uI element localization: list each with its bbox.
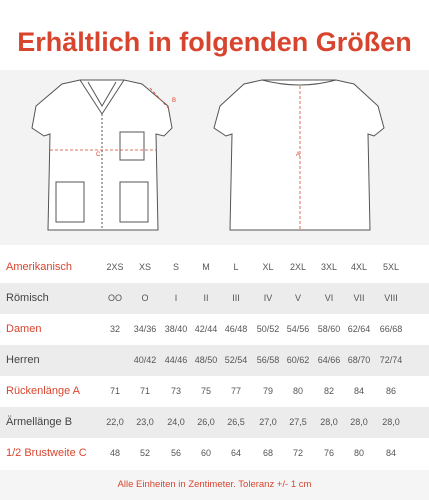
table-cell: 40/42 [133,355,157,365]
size-table [0,252,429,470]
label-c: C [96,152,101,158]
table-cell: 54/56 [286,324,310,334]
table-cell: 3XL [320,262,337,272]
table-cell: I [174,293,178,303]
table-cell: 58/60 [317,324,341,334]
table-row [0,407,429,438]
table-cell: 79 [262,386,273,396]
row-label: Römisch [6,292,49,304]
table-cell: 73 [170,386,181,396]
table-cell: 27,0 [259,417,277,427]
table-cell: 72 [292,448,303,458]
table-cell: 64/66 [317,355,341,365]
table-cell: 27,5 [289,417,307,427]
table-cell: 76 [323,448,334,458]
row-label: Rückenlänge A [6,385,80,397]
table-cell: L [233,262,239,272]
table-cell: 42/44 [194,324,218,334]
table-cell: 5XL [382,262,399,272]
table-cell: VII [353,293,365,303]
table-cell: M [202,262,210,272]
table-cell: 60 [200,448,211,458]
row-label: Damen [6,323,42,335]
table-row [0,376,429,407]
table-cell: 52/54 [224,355,248,365]
table-cell: 50/52 [256,324,280,334]
row-label: Herren [6,354,40,366]
table-row [0,252,429,283]
row-label: Ärmellänge B [6,416,73,428]
table-cell: 80 [353,448,364,458]
front-shirt [32,80,172,230]
table-cell: 26,0 [197,417,215,427]
table-cell: 2XS [106,262,124,272]
table-row [0,283,429,314]
table-cell: 28,0 [350,417,368,427]
table-cell: 75 [200,386,211,396]
scrub-illustration [0,70,429,245]
table-cell: 26,5 [227,417,245,427]
table-cell: 80 [292,386,303,396]
table-cell: 48 [109,448,120,458]
table-cell: 72/74 [379,355,403,365]
table-cell: 68/70 [347,355,371,365]
table-cell: V [294,293,301,303]
table-cell: 60/62 [286,355,310,365]
table-cell: 28,0 [382,417,400,427]
table-cell: 84 [385,448,396,458]
footer-note: Alle Einheiten in Zentimeter. Toleranz +/- 1 cm [0,470,429,500]
table-cell [100,345,130,376]
table-cell: 77 [230,386,241,396]
table-cell: 2XL [289,262,306,272]
page-title: Erhältlich in folgenden Größen [0,0,429,70]
table-row [0,438,429,469]
table-cell: II [203,293,209,303]
table-cell: 71 [139,386,150,396]
table-cell: 4XL [350,262,367,272]
table-cell: 66/68 [379,324,403,334]
table-cell: 34/36 [133,324,157,334]
table-cell: 62/64 [347,324,371,334]
table-cell: IV [263,293,273,303]
table-cell: III [232,293,240,303]
table-row [0,314,429,345]
scrub-drawing [0,70,429,245]
table-cell: OO [107,293,122,303]
table-cell: 22,0 [106,417,124,427]
table-cell: 52 [139,448,150,458]
table-cell: 71 [109,386,120,396]
table-cell: VIII [384,293,398,303]
table-cell: XL [262,262,274,272]
table-cell: XS [138,262,151,272]
table-cell: 44/46 [164,355,188,365]
table-cell: O [141,293,149,303]
table-cell: 23,0 [136,417,154,427]
table-cell: 48/50 [194,355,218,365]
row-label: Amerikanisch [6,261,73,273]
table-cell: 24,0 [167,417,185,427]
table-row [0,345,429,376]
table-cell: 86 [385,386,396,396]
table-cell: 56 [170,448,181,458]
row-label: 1/2 Brustweite C [6,447,87,459]
table-cell: 56/58 [256,355,280,365]
table-cell: S [172,262,179,272]
table-cell: 38/40 [164,324,188,334]
table-cell: VI [324,293,334,303]
label-b: B [172,98,177,104]
table-cell: 32 [109,324,120,334]
table-cell: 84 [353,386,364,396]
table-cell: 28,0 [320,417,338,427]
label-a: A [296,152,301,158]
table-cell: 82 [323,386,334,396]
table-cell: 68 [262,448,273,458]
table-cell: 46/48 [224,324,248,334]
table-cell: 64 [230,448,241,458]
